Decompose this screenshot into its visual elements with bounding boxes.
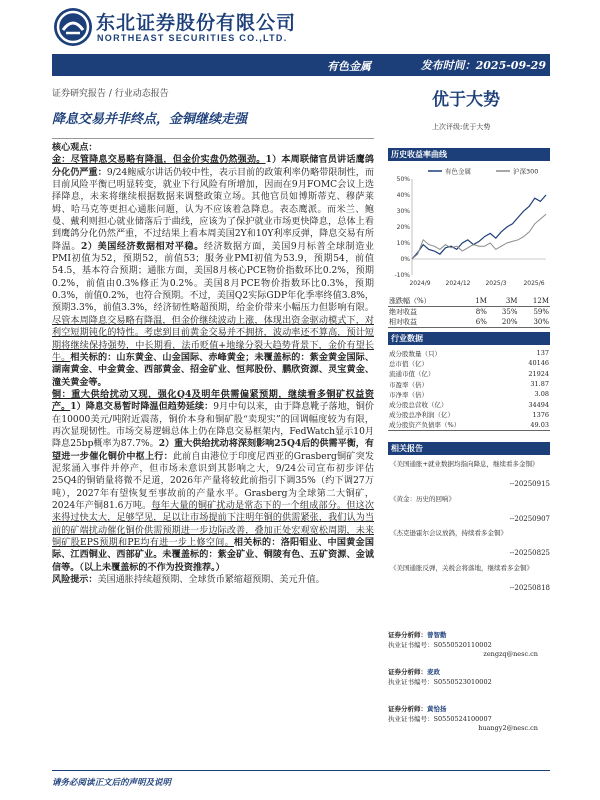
related-report-date: --20250915: [509, 480, 550, 488]
industry-data-row: [388, 399, 550, 409]
industry-data-value: 21924: [528, 369, 549, 378]
risk-text: 美国通胀持续超预期、全球货币紧缩超预期、美元升值。: [97, 575, 325, 586]
industry-data-title: 行业数据: [388, 332, 550, 345]
report-header: [0, 0, 600, 60]
industry-data-row: [388, 420, 550, 430]
perf-row-absolute: [388, 307, 550, 318]
industry-data-row: [388, 410, 550, 420]
industry-data-value: 40146: [528, 359, 549, 368]
footer-divider: [52, 770, 550, 771]
return-chart-svg: [388, 163, 550, 293]
related-report-item[interactable]: [388, 562, 550, 597]
analyst-name: 证券分析师：曾智勤: [388, 631, 447, 639]
industry-data-value: 1376: [532, 410, 549, 419]
industry-data-label: 市盈率（倍）: [389, 380, 428, 389]
perf-head-12m: 12M: [518, 296, 550, 307]
gold-p3: 尽管本周降息交易略有降温，但金价继续波动上涨，体现出资金驱动模式下，对利空短期钝化的特性。考虑到目前黄金交易并不拥挤，波动率还不算高，预计短期将继续保持强势，中长期看，法币贬值+地缘分裂大趋势背景下，金价有望长牛。: [52, 315, 374, 363]
industry-data-label: 总市值（亿）: [389, 359, 428, 368]
industry-data-label: 成分股总净利润（亿）: [389, 411, 454, 420]
legend-label: 有色金属: [445, 167, 471, 176]
gold-p2: 经济数据方面，美国9月标普全球制造业PMI初值为52，预期52，前值53；服务业PMI初值为53.9，预期54，前值54.5，基本符合预期；通胀方面，美国8月核心PCE物价指数环比0.2%，预期0.2%，前值由0.3%修正为0.2%。美国8月PCE物价指数环比0.3%，预期0.3%，前值0.2%，也符合预期。不过，美国Q2实际GDP年化季率终值3.8%，预期3.3%，前值3.3%，经济韧性略超预期，给金价带来小幅压力但影响有限。: [52, 241, 374, 314]
perf-cell: 绝对收益: [389, 308, 417, 316]
company-name-en: NORTHEAST SECURITIES CO.,LTD.: [97, 33, 288, 43]
perf-cell: 20%: [488, 317, 519, 328]
cu-p2-lead: 2）重大供给扰动将深刻影响25Q4后的供需平衡，有望进一步催化铜价中枢上行：: [52, 438, 374, 462]
perf-cell: 59%: [533, 308, 549, 316]
perf-cell: 相对收益: [388, 317, 464, 328]
analyst-name: 证券分析师：麦政: [388, 668, 440, 676]
industry-data-value: 49.03: [512, 420, 550, 430]
related-report-date: --20250818: [509, 583, 550, 592]
analyst-email[interactable]: huangy2@nesc.cn: [478, 724, 538, 732]
related-report-item[interactable]: [388, 493, 550, 528]
y-tick-label: 10%: [396, 240, 410, 247]
legend-label: 沪深300: [513, 167, 539, 176]
industry-data-row: [388, 389, 550, 399]
related-report-title: 《美国通胀+就业数据均指向降息，继续看多金铜》: [390, 460, 539, 468]
gold-heading: 金：尽管降息交易略有降温，但金价实盘仍然强劲。: [52, 154, 266, 166]
perf-cell: 6%: [464, 317, 488, 328]
perf-head-3m: 3M: [488, 296, 519, 307]
gold-p1: 9/24鲍威尔讲话仍较中性，表示目前的政策利率仍略带限制性，而目前风险平衡已明显转变，就业下行风险有所增加，因而在9月FOMC会议上选择降息，未来将继续根据数据来调整政策立场。其他官员如博斯蒂克、穆萨莱姆、哈马克等更担心通胀问题，认为不应该着急降息。表态鹰派。而米兰、鲍曼、戴利则担心就业储落后于曲线，应该为了保护就业市场更快降息，总体上看到鹰鸽分化仍然严重，不过结果上看本周美国2Y和10Y利率反弹，降息交易有所降温。: [52, 167, 374, 252]
report-title: 降息交易并非终点，金铜继续走强: [52, 112, 248, 127]
analyst-cert: 执业证书编号：S0550520110002: [388, 641, 492, 649]
perf-cell: 30%: [518, 317, 550, 328]
industry-data-value: 3.08: [534, 390, 549, 399]
x-tick-label: 2025/3: [485, 280, 507, 287]
industry-data-row: [388, 369, 550, 379]
x-tick-label: 2024/12: [445, 280, 471, 287]
main-body: [52, 142, 374, 586]
analyst-entry: [388, 704, 550, 741]
gold-targets: 山东黄金、山金国际、赤峰黄金；未覆盖标的：紫金黄金国际、湖南黄金、中金黄金、西部黄金、招金矿业、恒邦股份、鹏欣资源、灵宝黄金、潼关黄金等。: [52, 351, 374, 388]
related-report-title: 《杰克逊霍尔会议放鸽，持续看多金铜》: [390, 529, 507, 537]
industry-data-row: [388, 358, 550, 368]
industry-data-label: 成分股数量（只）: [389, 349, 441, 358]
industry-data-label: 市净率（倍）: [389, 390, 428, 399]
related-report-date: --20250907: [509, 514, 550, 523]
related-report-date: --20250825: [509, 549, 550, 557]
analyst-cert: 执业证书编号：S0550524100007: [388, 715, 492, 723]
cu-p1: 9月中旬以来，由于降息靴子落地，铜价在10000美元/吨附近震荡，铜价本身和铜矿股“卖现实”的回调幅度较为有限，再次显现韧性。市场交易逻辑总体上仍在降息交易框架内，FedWatch显示10月降息25bp概率为87.7%。: [52, 402, 374, 450]
y-tick-label: 50%: [396, 176, 410, 183]
risk-label: 风险提示：: [52, 574, 98, 586]
y-tick-label: -10%: [394, 272, 410, 279]
related-report-title: 《美国通胀反弹，关税会将落地，继续看多金铜》: [390, 563, 533, 572]
publish-date: 发布时间：2025-09-29: [420, 59, 546, 72]
analyst-name-value: 麦政: [427, 668, 440, 676]
analyst-entry: [388, 630, 550, 667]
industry-data-row: [388, 348, 550, 358]
perf-head-label: 涨跌幅（%）: [388, 296, 464, 307]
y-tick-label: 20%: [396, 224, 410, 231]
y-tick-label: 0%: [400, 256, 410, 263]
x-tick-label: 2025/6: [523, 280, 545, 287]
analyst-name-value: 曾智勤: [427, 631, 447, 639]
perf-head-1m: 1M: [464, 296, 488, 307]
title-divider: [52, 138, 374, 139]
copper-heading: 铜：重大供给扰动又现，强化Q4及明年供需偏紧预期，继续看多铜矿权益资产。: [52, 388, 374, 413]
related-report-item[interactable]: [388, 527, 550, 562]
gold-targets-label: 相关标的：: [70, 351, 117, 363]
company-logo-icon: [54, 8, 92, 46]
industry-data-value: 31.87: [530, 380, 549, 389]
analyst-email[interactable]: zengzq@nesc.cn: [483, 650, 538, 658]
analyst-name-value: 黄恰扬: [427, 705, 447, 713]
related-reports-title: 相关报告: [388, 442, 550, 455]
industry-data-label: 成分股资产负债率（%）: [388, 420, 512, 430]
series-line-1: [412, 214, 546, 259]
perf-cell: 8%: [475, 308, 487, 316]
industry-data-row: [388, 379, 550, 389]
breadcrumb: 证券研究报告 / 行业动态报告: [52, 89, 169, 99]
y-tick-label: 30%: [396, 208, 410, 215]
perf-row-relative: [388, 317, 550, 328]
performance-table: [388, 296, 550, 328]
analyst-name: 证券分析师：黄恰扬: [388, 705, 447, 713]
analyst-cert: 执业证书编号：S0550523010002: [388, 678, 492, 686]
previous-rating: 上次评级:优于大势: [432, 123, 491, 131]
cu-p3: 每年大量的铜矿扰动是常态下的一个组成部分。但这次来得过快太大，足够罕见，足以让市场提前下注明年铜的供需紧张，我们认为当前的矿端扰动催化铜价供需预期进一步边际改善，叠加正处宏观宽松周期，未来铜矿股EPS预期和PE均有进一步上修空间。: [52, 500, 374, 548]
sector-label: 有色金属: [327, 60, 371, 73]
industry-data-label: 成分股总营收（亿）: [389, 401, 448, 410]
core-label: 核心观点：: [52, 142, 98, 153]
related-reports-list: [388, 458, 550, 596]
industry-data-value: 34494: [528, 400, 549, 409]
analyst-list: [388, 630, 550, 741]
gold-p1-lead: 1）本周联储官员讲话鹰鸽分化仍严重：: [52, 154, 374, 178]
cu-targets: 洛阳钼业、中国黄金国际、江西铜业、西部矿业。未覆盖标的：紫金矿业、铜陵有色、五矿资源、金诚信等。（以上未覆盖标的不作为投资推荐。）: [52, 537, 374, 573]
related-report-item[interactable]: [388, 458, 550, 493]
cu-p1-lead: 1）降息交易暂时降温但趋势延续：: [70, 401, 214, 413]
footer-disclaimer: 请务必阅读正文后的声明及说明: [52, 778, 172, 788]
y-tick-label: 40%: [396, 192, 410, 199]
related-report-title: 《黄金：历史的回响》: [390, 494, 455, 503]
cu-targets-label: 相关标的：: [233, 537, 281, 548]
return-chart: [388, 163, 550, 293]
cu-p2: 此前自由港位于印度尼西亚的Grasberg铜矿突发泥浆涌入事件并停产，但市场未意识到其影响之大，9/24公司宣布初步评估25Q4的铜销量将微不足道，2026年产量将较此前指引下调35%（约下调27万吨），2027年有望恢复至事故前的产量水平。Grasberg为全球第二大铜矿，2024年产铜81.6万吨。: [52, 451, 374, 511]
chart-title: 历史收益率曲线: [388, 148, 550, 161]
industry-data-label: 流通市值（亿）: [389, 370, 435, 379]
industry-data-value: 137: [536, 349, 549, 358]
company-name-cn: 东北证券股份有限公司: [96, 12, 297, 34]
industry-data-table: [388, 348, 550, 431]
perf-cell: 35%: [501, 308, 518, 316]
x-tick-label: 2024/9: [409, 280, 431, 287]
series-line-0: [412, 195, 546, 259]
analyst-entry: [388, 667, 550, 704]
gold-p2-lead: 2）美国经济数据相对平稳。: [81, 240, 204, 252]
rating: 优于大势: [432, 90, 500, 110]
perf-head-row: [388, 296, 550, 307]
